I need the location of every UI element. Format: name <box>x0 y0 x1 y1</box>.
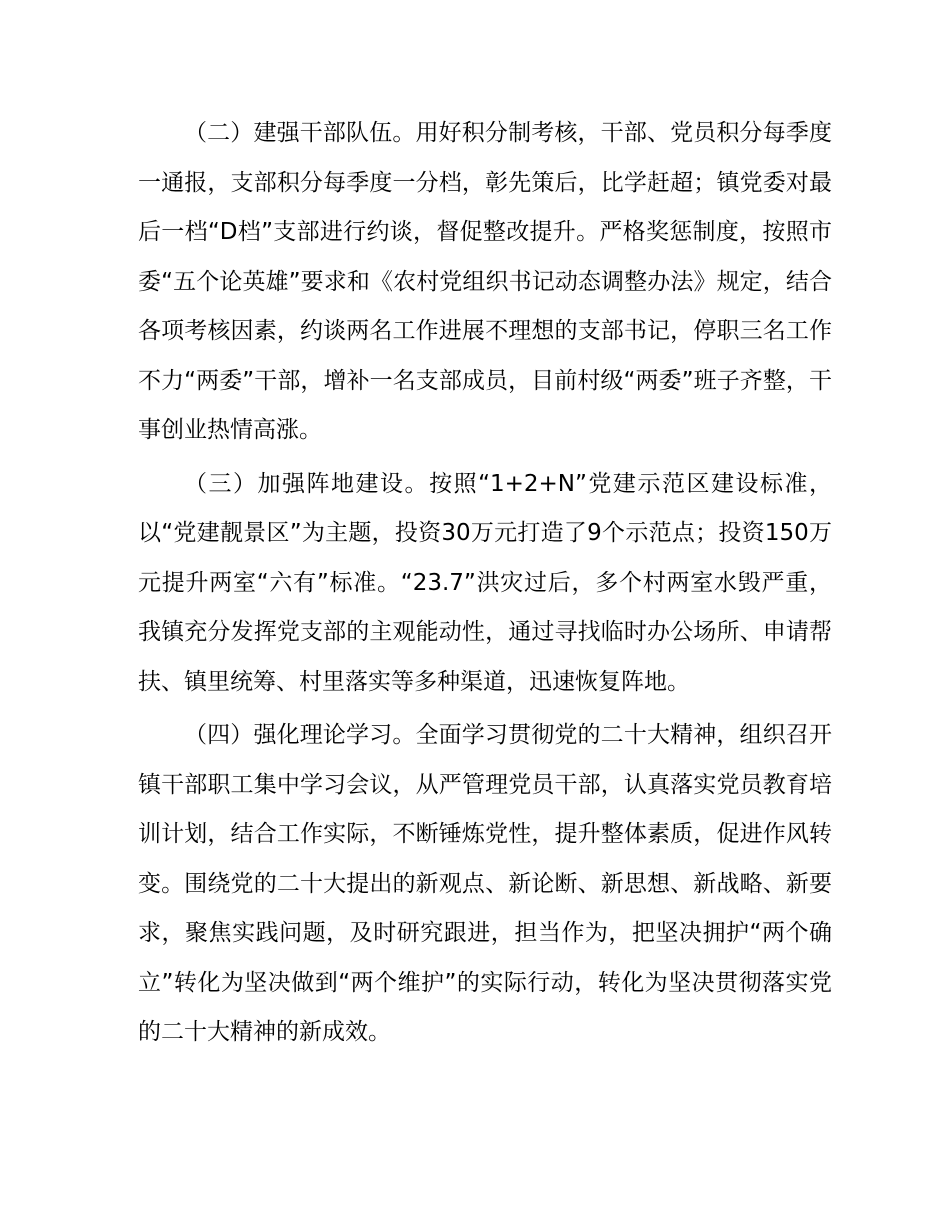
paragraph-theory-study: （四）强化理论学习。全面学习贯彻党的二十大精神，组织召开镇干部职工集中学习会议，从严管理党员干部，认真落实党员教育培训计划，结合工作实际，不断锤炼党性，提升整体素质，促进作风转变。围绕党的二十大提出的新观点、新论断、新思想、新战略、新要求，聚焦实践问题，及时研究跟进，担当作为，把坚决拥护“两个确立”转化为坚决做到“两个维护”的实际行动，转化为坚决贯彻落实党的二十大精神的新成效。 <box>138 722 832 1045</box>
paragraph-position-building: （三）加强阵地建设。按照“1+2+N”党建示范区建设标准，以“党建靓景区”为主题，投资30万元打造了9个示范点；投资150万元提升两室“六有”标准。“23.7”洪灾过后，多个村两室水毁严重，我镇充分发挥党支部的主观能动性，通过寻找临时办公场所、申请帮扶、镇里统筹、村里落实等多种渠道，迅速恢复阵地。 <box>138 470 832 695</box>
paragraph-cadre-team: （二）建强干部队伍。用好积分制考核，干部、党员积分每季度一通报，支部积分每季度一分档，彰先策后，比学赶超；镇党委对最后一档“D档”支部进行约谈，督促整改提升。严格奖惩制度，按照市委“五个论英雄”要求和《农村党组织书记动态调整办法》规定，结合各项考核因素，约谈两名工作进展不理想的支部书记，停职三名工作不力“两委”干部，增补一名支部成员，目前村级“两委”班子齐整，干事创业热情高涨。 <box>138 120 832 443</box>
document-body <box>138 109 832 1058</box>
